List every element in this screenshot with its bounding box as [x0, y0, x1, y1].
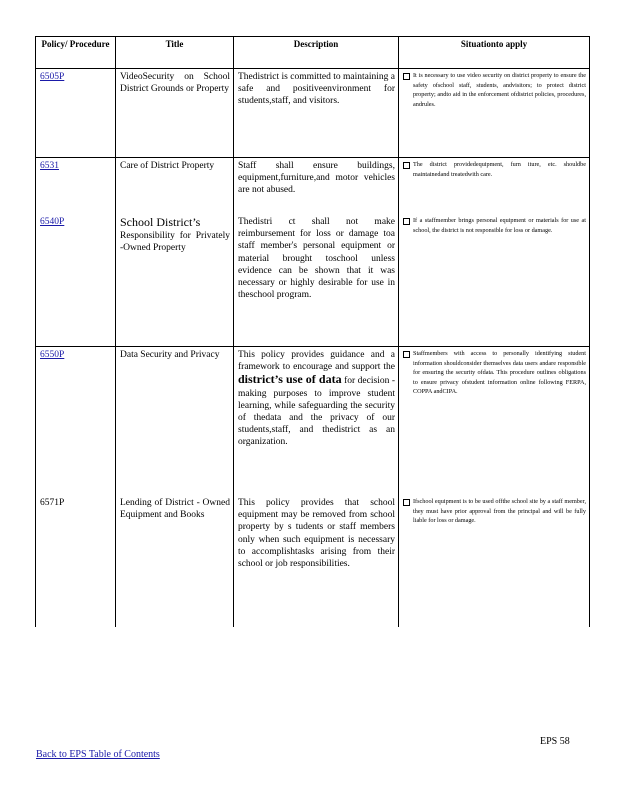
policy-situation: If a staffmember brings personal equipment or materials for use at school, the district is not responsible for loss or damage. [413, 217, 586, 234]
checkbox-bullet-icon [403, 73, 410, 80]
policy-situation: Staffmembers with access to personally identifying student information shouldconsider themselves data users andare responsible for ensuring the security ofdata. This procedure outlines obligations to ensure privacy ofstudent information online following FERPA, COPPA andCIPA. [413, 350, 586, 396]
header-situation: Situationto apply [399, 37, 590, 69]
page-number: EPS 58 [540, 736, 570, 747]
policy-link-6505p[interactable]: 6505P [40, 72, 65, 82]
checkbox-bullet-icon [403, 351, 410, 358]
back-to-toc-link[interactable]: Back to EPS Table of Contents [36, 749, 160, 760]
policy-description: Staff shall ensure buildings, equipment,furniture,and motor vehicles are not abused. [234, 158, 399, 215]
header-title: Title [116, 37, 234, 69]
policy-title: Responsibility for Privately -Owned Property [120, 231, 230, 254]
policy-description-emphasis: district’s use of data [238, 372, 342, 387]
table-row [36, 347, 590, 496]
table-row [36, 69, 590, 158]
policy-link-6531[interactable]: 6531 [40, 161, 59, 171]
policy-title: VideoSecurity on School District Grounds or Property [116, 69, 234, 158]
policy-description-continued: for decision -making purposes to improve student learning, while safeguarding the security of thedata and the privacy of our students,staff, and thedistrict as an organization. [238, 376, 395, 448]
policy-description: This policy provides guidance and a framework to encourage and support the [238, 350, 395, 373]
policy-link-6540p[interactable]: 6540P [40, 217, 65, 227]
policy-table [35, 36, 590, 627]
policy-title: Care of District Property [116, 158, 234, 215]
policy-link-6550p[interactable]: 6550P [40, 350, 65, 360]
policy-description: Thedistrict is committed to maintaining a safe and positiveenvironment for students,staff, and visitors. [234, 69, 399, 158]
policy-title: Lending of District - Owned Equipment and Books [116, 495, 234, 627]
table-row [36, 495, 590, 627]
checkbox-bullet-icon [403, 499, 410, 506]
policy-situation: The district providedequipment, furn iture, etc. shouldbe maintainedand treatedwith care. [413, 161, 586, 178]
policy-situation: It is necessary to use video security on district property to ensure the safety ofschool staff, students, andvisitors; to protect district property; andto aid in the enforcement ofdistrict policies, procedures, andrules. [413, 72, 586, 108]
table-header-row [36, 37, 590, 69]
header-description: Description [234, 37, 399, 69]
table-row [36, 158, 590, 215]
checkbox-bullet-icon [403, 162, 410, 169]
policy-description: This policy provides that school equipment may be removed from school property by s tudents or staff members only when such equipment is necessary to accomplishtasks arising from their school or job responsibilities. [234, 495, 399, 627]
policy-title: Data Security and Privacy [116, 347, 234, 496]
policy-title-emphasis: School District’s [120, 215, 201, 229]
table-row [36, 214, 590, 347]
policy-description: Thedistri ct shall not make reimbursement for loss or damage toa staff member's personal equipment or material brought toschool unless evidence can be shown that it was necessary or highly desirable for use in theschool program. [234, 214, 399, 347]
policy-situation: Ifschool equipment is to be used offthe school site by a staff member, they must have prior approval from the principal and will be fully liable for loss or damage. [413, 498, 586, 525]
policy-number: 6571P [40, 498, 65, 508]
checkbox-bullet-icon [403, 218, 410, 225]
header-policy: Policy/ Procedure [36, 37, 116, 69]
